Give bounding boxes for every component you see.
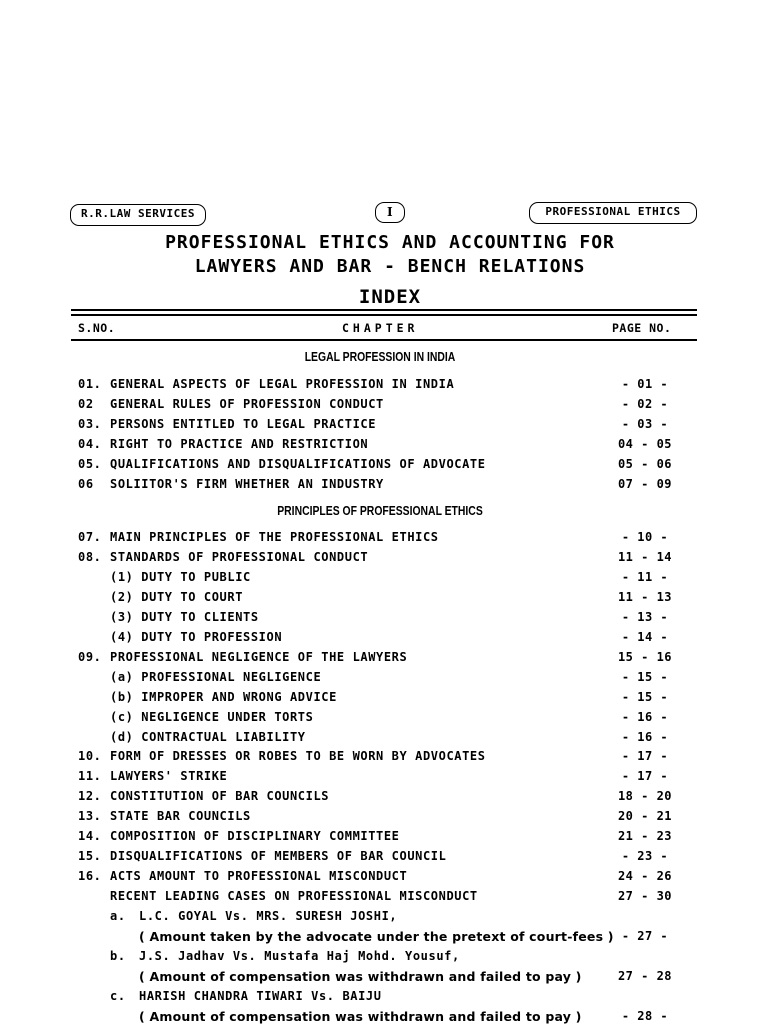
entry-number: 12. bbox=[78, 789, 102, 804]
entry-chapter-title: J.S. Jadhav Vs. Mustafa Haj Mohd. Yousuf, bbox=[139, 948, 460, 963]
entry-page-range: - 16 - bbox=[621, 709, 669, 724]
column-header-chapter: CHAPTER bbox=[342, 321, 419, 335]
header-left-box: R.R.LAW SERVICES bbox=[70, 204, 206, 226]
entry-page-range: - 13 - bbox=[621, 609, 669, 624]
index-entry bbox=[0, 437, 768, 457]
index-entry bbox=[0, 630, 768, 650]
entry-page-range: 21 - 23 bbox=[617, 829, 673, 844]
entry-number: 02 bbox=[78, 397, 94, 411]
index-entry bbox=[0, 829, 768, 849]
entry-chapter-title: ( Amount of compensation was withdrawn and failed to pay ) bbox=[139, 1008, 582, 1024]
index-entry bbox=[0, 397, 768, 417]
entry-page-range: - 23 - bbox=[621, 849, 669, 864]
entry-number: c. bbox=[110, 988, 126, 1003]
entry-number: 14. bbox=[78, 829, 102, 844]
index-entry bbox=[0, 909, 768, 929]
entry-chapter-title: RECENT LEADING CASES ON PROFESSIONAL MISCONDUCT bbox=[110, 889, 478, 904]
index-entry bbox=[0, 969, 768, 989]
index-entry bbox=[0, 809, 768, 829]
index-entry bbox=[0, 570, 768, 590]
entry-chapter-title: PROFESSIONAL NEGLIGENCE OF THE LAWYERS bbox=[110, 649, 408, 664]
divider-top-second bbox=[71, 314, 697, 316]
entry-page-range: - 01 - bbox=[621, 377, 669, 391]
entry-chapter-title: ( Amount of compensation was withdrawn and failed to pay ) bbox=[139, 968, 582, 984]
entry-chapter-title: FORM OF DRESSES OR ROBES TO BE WORN BY ADVOCATES bbox=[110, 749, 486, 764]
entry-number: 04. bbox=[78, 437, 102, 451]
entry-chapter-title: (3) DUTY TO CLIENTS bbox=[110, 609, 259, 624]
index-entry bbox=[0, 530, 768, 550]
column-header-sno: S.NO. bbox=[78, 321, 116, 335]
index-entry bbox=[0, 690, 768, 710]
entry-number: 07. bbox=[78, 530, 102, 544]
index-entry bbox=[0, 590, 768, 610]
entry-chapter-title: HARISH CHANDRA TIWARI Vs. BAIJU bbox=[139, 988, 382, 1003]
entry-chapter-title: ( Amount taken by the advocate under the pretext of court-fees ) bbox=[139, 929, 614, 944]
entry-number: 13. bbox=[78, 809, 102, 824]
entry-chapter-title: (d) CONTRACTUAL LIABILITY bbox=[110, 729, 306, 744]
entry-page-range: 04 - 05 bbox=[617, 437, 673, 451]
entry-page-range: 18 - 20 bbox=[617, 789, 673, 804]
entry-chapter-title: CONSTITUTION OF BAR COUNCILS bbox=[110, 789, 330, 804]
entry-number: 10. bbox=[78, 749, 102, 764]
document-title-line-2: LAWYERS AND BAR - BENCH RELATIONS bbox=[194, 256, 586, 277]
index-heading: INDEX bbox=[358, 286, 422, 308]
entry-number: 16. bbox=[78, 869, 102, 884]
entry-page-range: - 15 - bbox=[621, 689, 669, 704]
divider-header-bottom bbox=[71, 339, 697, 341]
index-entry bbox=[0, 889, 768, 909]
index-entry bbox=[0, 769, 768, 789]
entry-page-range: 24 - 26 bbox=[617, 869, 673, 884]
entry-page-range: 11 - 14 bbox=[617, 549, 673, 564]
index-entry bbox=[0, 377, 768, 397]
entry-number: a. bbox=[110, 909, 126, 924]
entry-chapter-title: ACTS AMOUNT TO PROFESSIONAL MISCONDUCT bbox=[110, 869, 408, 884]
index-entry bbox=[0, 949, 768, 969]
entry-number: 01. bbox=[78, 377, 102, 391]
entry-page-range: 27 - 30 bbox=[617, 889, 673, 904]
index-entry bbox=[0, 749, 768, 769]
entry-page-range: - 14 - bbox=[621, 629, 669, 644]
index-entry bbox=[0, 710, 768, 730]
entry-chapter-title: GENERAL ASPECTS OF LEGAL PROFESSION IN INDIA bbox=[110, 377, 455, 391]
entry-chapter-title: COMPOSITION OF DISCIPLINARY COMMITTEE bbox=[110, 829, 400, 844]
index-entry bbox=[0, 457, 768, 477]
entry-chapter-title: PERSONS ENTITLED TO LEGAL PRACTICE bbox=[110, 417, 377, 431]
entry-page-range: - 15 - bbox=[621, 669, 669, 684]
entry-chapter-title: (a) PROFESSIONAL NEGLIGENCE bbox=[110, 669, 322, 684]
entry-number: 15. bbox=[78, 849, 102, 864]
index-entry bbox=[0, 929, 768, 949]
entry-page-range: - 02 - bbox=[621, 397, 669, 411]
entry-number: 09. bbox=[78, 649, 102, 664]
entry-page-range: - 27 - bbox=[621, 929, 669, 943]
column-header-page: PAGE NO. bbox=[612, 321, 672, 335]
index-entry bbox=[0, 730, 768, 750]
entry-number: b. bbox=[110, 948, 126, 963]
index-entry bbox=[0, 869, 768, 889]
index-entry bbox=[0, 989, 768, 1009]
divider-top bbox=[71, 309, 697, 311]
index-entry bbox=[0, 670, 768, 690]
entry-number: 05. bbox=[78, 457, 102, 471]
entry-chapter-title: MAIN PRINCIPLES OF THE PROFESSIONAL ETHICS bbox=[110, 530, 439, 544]
index-entry bbox=[0, 417, 768, 437]
index-entry bbox=[0, 789, 768, 809]
entry-chapter-title: (4) DUTY TO PROFESSION bbox=[110, 629, 283, 644]
entry-number: 03. bbox=[78, 417, 102, 431]
index-entry bbox=[0, 1009, 768, 1029]
entry-chapter-title: LAWYERS' STRIKE bbox=[110, 769, 228, 784]
entry-chapter-title: STATE BAR COUNCILS bbox=[110, 809, 251, 824]
entry-chapter-title: SOLIITOR'S FIRM WHETHER AN INDUSTRY bbox=[110, 477, 384, 491]
section-title: LEGAL PROFESSION IN INDIA bbox=[304, 349, 456, 364]
entry-number: 11. bbox=[78, 769, 102, 784]
entry-page-range: - 10 - bbox=[621, 530, 669, 544]
section-title: PRINCIPLES OF PROFESSIONAL ETHICS bbox=[277, 503, 483, 518]
entry-page-range: 15 - 16 bbox=[617, 649, 673, 664]
header-right-box: PROFESSIONAL ETHICS bbox=[529, 202, 697, 224]
entry-chapter-title: (b) IMPROPER AND WRONG ADVICE bbox=[110, 689, 337, 704]
entry-chapter-title: DISQUALIFICATIONS OF MEMBERS OF BAR COUNCIL bbox=[110, 849, 447, 864]
entry-chapter-title: (2) DUTY TO COURT bbox=[110, 589, 244, 604]
page-number-box: I bbox=[375, 202, 405, 223]
entry-page-range: 07 - 09 bbox=[617, 477, 673, 491]
entry-page-range: 27 - 28 bbox=[617, 968, 673, 983]
entry-chapter-title: STANDARDS OF PROFESSIONAL CONDUCT bbox=[110, 549, 369, 564]
entry-page-range: - 28 - bbox=[621, 1008, 669, 1023]
document-title-line-1: PROFESSIONAL ETHICS AND ACCOUNTING FOR bbox=[165, 232, 615, 253]
index-entry bbox=[0, 610, 768, 630]
entry-page-range: - 16 - bbox=[621, 729, 669, 744]
entry-page-range: - 11 - bbox=[621, 569, 669, 584]
entry-chapter-title: (c) NEGLIGENCE UNDER TORTS bbox=[110, 709, 314, 724]
entry-number: 06 bbox=[78, 477, 94, 491]
entry-page-range: 05 - 06 bbox=[617, 457, 673, 471]
entry-page-range: 20 - 21 bbox=[617, 809, 673, 824]
index-entry bbox=[0, 650, 768, 670]
entry-number: 08. bbox=[78, 549, 102, 564]
index-entry bbox=[0, 477, 768, 497]
entry-chapter-title: GENERAL RULES OF PROFESSION CONDUCT bbox=[110, 397, 384, 411]
entry-page-range: - 03 - bbox=[621, 417, 669, 431]
index-entry bbox=[0, 550, 768, 570]
entry-page-range: 11 - 13 bbox=[617, 589, 673, 604]
entry-page-range: - 17 - bbox=[621, 769, 669, 784]
entry-chapter-title: RIGHT TO PRACTICE AND RESTRICTION bbox=[110, 437, 369, 451]
entry-chapter-title: (1) DUTY TO PUBLIC bbox=[110, 569, 251, 584]
entry-page-range: - 17 - bbox=[621, 749, 669, 764]
entry-chapter-title: L.C. GOYAL Vs. MRS. SURESH JOSHI, bbox=[139, 909, 398, 924]
entry-chapter-title: QUALIFICATIONS AND DISQUALIFICATIONS OF ADVOCATE bbox=[110, 457, 486, 471]
index-entry bbox=[0, 849, 768, 869]
